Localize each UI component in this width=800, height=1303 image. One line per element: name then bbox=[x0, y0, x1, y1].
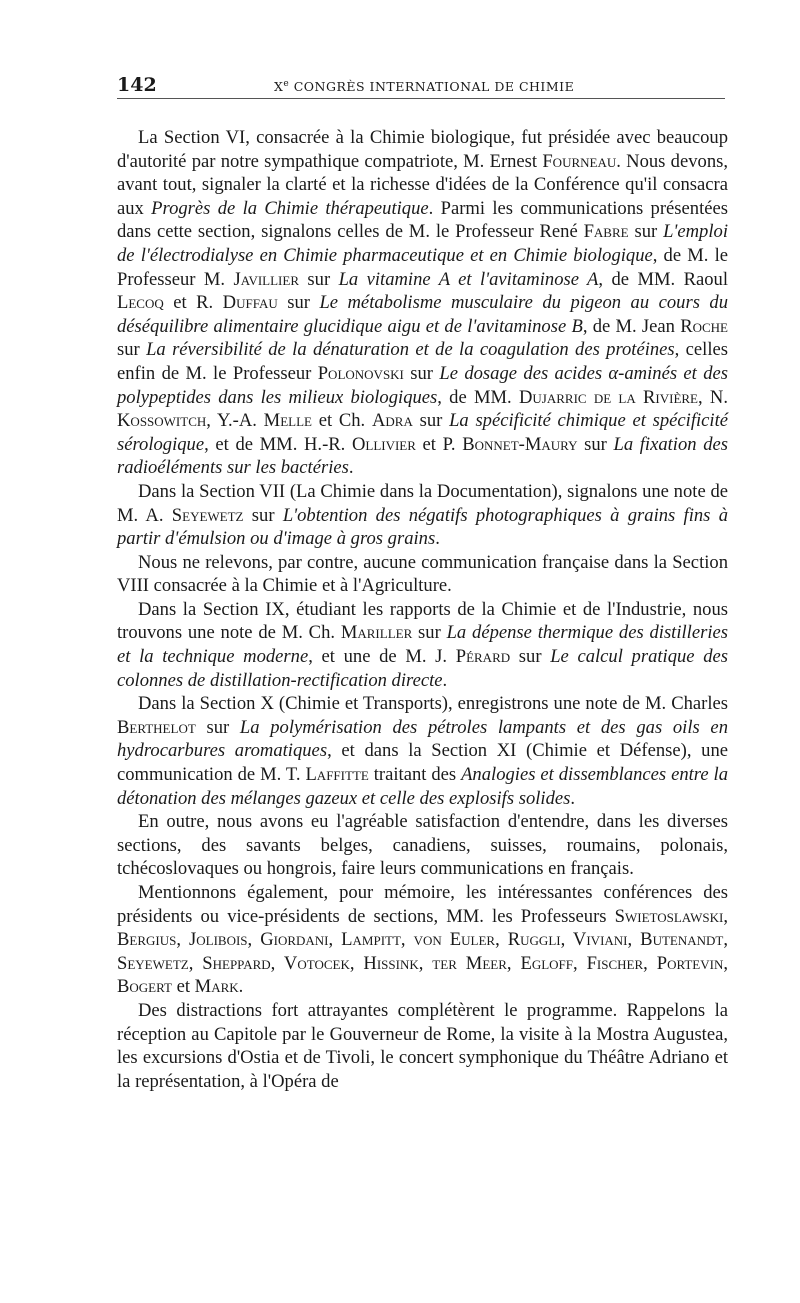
header-rule bbox=[117, 98, 725, 99]
paragraph-conferences: Mentionnons également, pour mémoire, les intéressantes conférences des présidents ou vice-présidents de sections, MM. les Professeurs Swietoslawski, Bergius, Jolibois, Giordani, Lampitt, von Euler, Ruggli, Viviani, Butenandt, Seyewetz, Sheppard, Votocek, Hissink, ter Meer, Egloff, Fischer, Portevin, Bogert et Mark. bbox=[117, 882, 728, 998]
running-title: Xe CONGRÈS INTERNATIONAL DE CHIMIE bbox=[274, 79, 575, 95]
paragraph-section-vii: Dans la Section VII (La Chimie dans la Documentation), signalons une note de M. A. Seyewetz sur L'obtention des négatifs photographiques à grains fins à partir d'émulsion ou d'image à gros grains. bbox=[117, 480, 728, 550]
page-number: 142 bbox=[117, 74, 157, 96]
paragraph-sections-x-xi: Dans la Section X (Chimie et Transports), enregistrons une note de M. Charles Berthelot sur La polymérisation des pétroles lampants et des gas oils en hydrocarbures aromatiques, et dans la Section XI (Chimie et Défense), une communication de M. T. Laffitte traitant des Analogies et dissemblances entre la détonation des mélanges gazeux et celle des explosifs solides. bbox=[117, 693, 729, 809]
paragraph-section-viii: Nous ne relevons, par contre, aucune communication française dans la Section VIII consacrée à la Chimie et à l'Agriculture. bbox=[117, 551, 728, 597]
page-header bbox=[117, 74, 727, 96]
body-text bbox=[117, 126, 728, 1093]
paragraph-foreign-speakers: En outre, nous avons eu l'agréable satisfaction d'entendre, dans les diverses sections, des savants belges, canadiens, suisses, roumains, polonais, tchécoslovaques ou hongrois, faire leurs communications en français. bbox=[117, 811, 728, 880]
paragraph-section-ix: Dans la Section IX, étudiant les rapports de la Chimie et de l'Industrie, nous trouvons une note de M. Ch. Mariller sur La dépense thermique des distilleries et la technique moderne, et une de M. J. Pérard sur Le calcul pratique des colonnes de distillation-rectification directe. bbox=[117, 598, 729, 691]
paragraph-distractions: Des distractions fort attrayantes complétèrent le programme. Rappelons la réception au Capitole par le Gouverneur de Rome, la visite à la Mostra Augustea, les excursions d'Ostia et de Tivoli, le concert symphonique du Théâtre Adriano et la représentation, à l'Opéra de bbox=[117, 999, 728, 1092]
paragraph-section-vi: La Section VI, consacrée à la Chimie biologique, fut présidée avec beaucoup d'autorité par notre sympathique compatriote, M. Ernest Fourneau. Nous devons, avant tout, signaler la clarté et la richesse d'idées de la Conférence qu'il consacra aux Progrès de la Chimie thérapeutique. Parmi les communications présentées dans cette section, signalons celles de M. le Professeur René Fabre sur L'emploi de l'électrodialyse en Chimie pharmaceutique et en Chimie biologique, de M. le Professeur M. Javillier sur La vitamine A et l'avitaminose A, de MM. Raoul Lecoq et R. Duffau sur Le métabolisme musculaire du pigeon au cours du déséquilibre alimentaire glucidique aigu et de l'avitaminose B, de M. Jean Roche sur La réversibilité de la dénaturation et de la coagulation des protéines, celles enfin de M. le Professeur Polonovski sur Le dosage des acides α-aminés et des polypeptides dans les milieux biologiques, de MM. Dujarric de la Rivière, N. Kossowitch, Y.-A. Melle et Ch. Adra sur La spécificité chimique et spécificité sérologique, et de MM. H.-R. Ollivier et P. Bonnet-Maury sur La fixation des radioéléments sur les bactéries. bbox=[117, 127, 729, 479]
